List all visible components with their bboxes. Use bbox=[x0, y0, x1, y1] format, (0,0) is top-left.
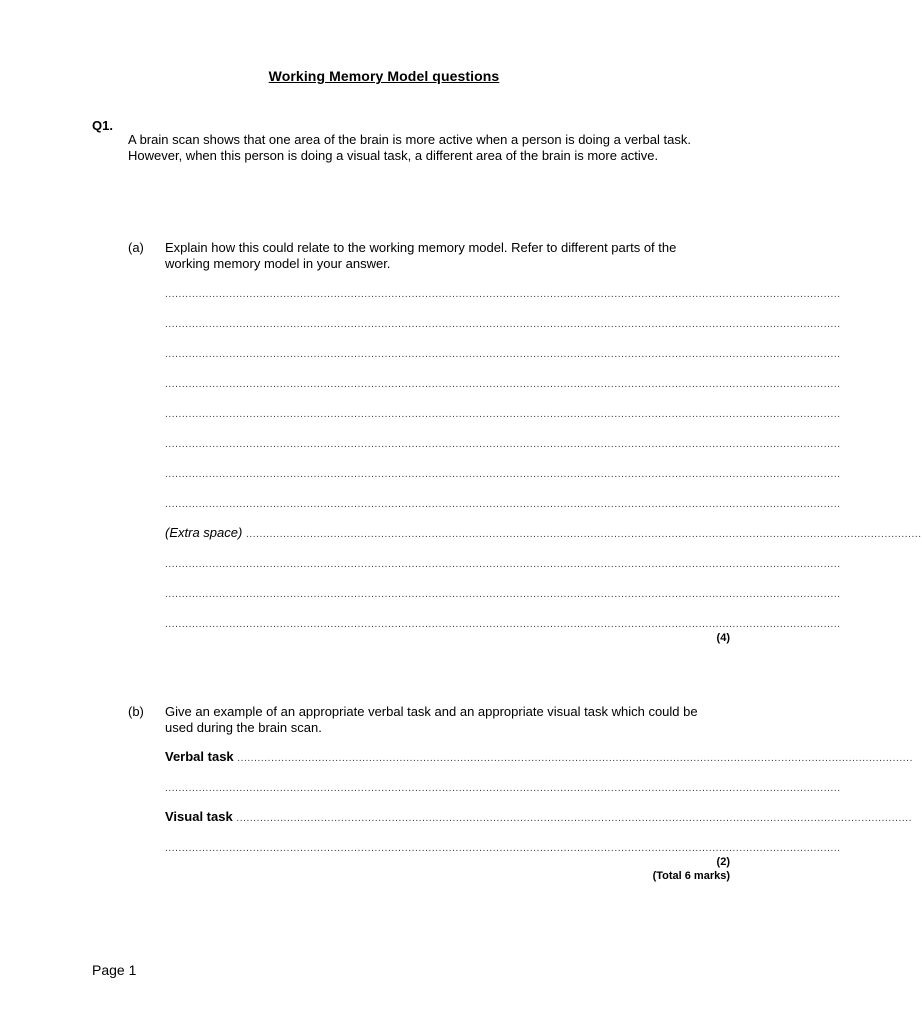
part-a-label: (a) bbox=[128, 240, 144, 255]
answer-line[interactable]: ........................................................................................................................................................................................................ bbox=[165, 439, 841, 450]
part-b-text: Give an example of an appropriate verbal task and an appropriate visual task which could be used during the brain scan. bbox=[165, 704, 698, 735]
question-number: Q1. bbox=[92, 118, 113, 133]
answer-line[interactable]: ........................................................................................................................................................................................................ bbox=[165, 379, 841, 390]
part-b-marks: (2) bbox=[716, 856, 730, 868]
part-a-text: Explain how this could relate to the working memory model. Refer to different parts of the working memory model in your answer. bbox=[165, 240, 677, 271]
extra-space-line[interactable] bbox=[165, 525, 922, 541]
visual-task-dots: ........................................................................................................................................................................................................ bbox=[236, 813, 912, 824]
answer-line[interactable]: ........................................................................................................................................................................................................ bbox=[165, 319, 841, 330]
answer-line[interactable]: ........................................................................................................................................................................................................ bbox=[165, 349, 841, 360]
answer-line[interactable]: ........................................................................................................................................................................................................ bbox=[165, 469, 841, 480]
verbal-task-label: Verbal task bbox=[165, 749, 234, 764]
answer-line[interactable]: ........................................................................................................................................................................................................ bbox=[165, 289, 841, 300]
part-b-label: (b) bbox=[128, 704, 144, 719]
answer-line[interactable]: ........................................................................................................................................................................................................ bbox=[165, 589, 841, 600]
verbal-task-dots: ........................................................................................................................................................................................................ bbox=[237, 753, 913, 764]
part-a-marks: (4) bbox=[716, 632, 730, 644]
page-number: Page 1 bbox=[92, 962, 137, 978]
extra-space-label: (Extra space) bbox=[165, 525, 243, 540]
answer-line[interactable]: ........................................................................................................................................................................................................ bbox=[165, 409, 841, 420]
extra-space-dots: ........................................................................................................................................................................................................ bbox=[245, 529, 922, 540]
answer-line[interactable]: ........................................................................................................................................................................................................ bbox=[165, 783, 841, 794]
visual-task-label: Visual task bbox=[165, 809, 233, 824]
verbal-task-line[interactable] bbox=[165, 749, 913, 765]
page-title: Working Memory Model questions bbox=[268, 68, 500, 84]
answer-line[interactable]: ........................................................................................................................................................................................................ bbox=[165, 619, 841, 630]
answer-line[interactable]: ........................................................................................................................................................................................................ bbox=[165, 559, 841, 570]
visual-task-line[interactable] bbox=[165, 809, 912, 825]
answer-line[interactable]: ........................................................................................................................................................................................................ bbox=[165, 843, 841, 854]
question-stem: A brain scan shows that one area of the brain is more active when a person is doing a verbal task. However, when this person is doing a visual task, a different area of the brain is more active. bbox=[128, 132, 691, 163]
total-marks: (Total 6 marks) bbox=[652, 870, 730, 882]
answer-line[interactable]: ........................................................................................................................................................................................................ bbox=[165, 499, 841, 510]
